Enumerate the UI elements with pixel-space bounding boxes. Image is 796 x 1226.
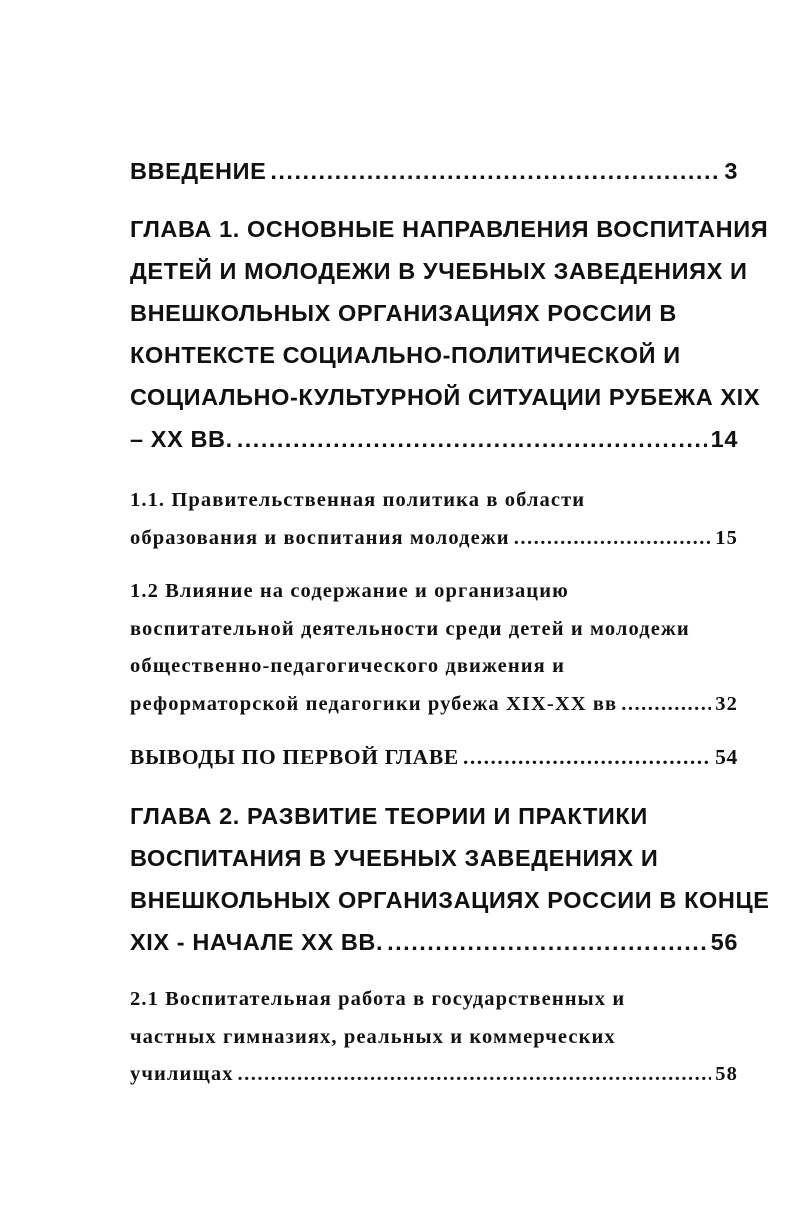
toc-page-number: 3	[724, 158, 738, 184]
toc-entry-line: ВНЕШКОЛЬНЫХ ОРГАНИЗАЦИЯХ РОССИИ В	[130, 300, 677, 326]
toc-entry-last-line	[130, 418, 738, 460]
toc-entry-line: ДЕТЕЙ И МОЛОДЕЖИ В УЧЕБНЫХ ЗАВЕДЕНИЯХ И	[130, 258, 748, 284]
toc-entry-line: общественно-педагогического движения и	[130, 655, 565, 677]
toc-entry-line: ГЛАВА 2. РАЗВИТИЕ ТЕОРИИ И ПРАКТИКИ	[130, 803, 648, 829]
toc-entry-line: ВНЕШКОЛЬНЫХ ОРГАНИЗАЦИЯХ РОССИИ В КОНЦЕ	[130, 887, 770, 913]
toc-entry-title: ВЫВОДЫ ПО ПЕРВОЙ ГЛАВЕ	[130, 745, 459, 769]
toc-page-number: 32	[715, 692, 738, 715]
toc-entry-last-line	[130, 520, 738, 558]
toc-entry-title: ВВЕДЕНИЕ	[130, 158, 267, 184]
toc-entry-title: – XX ВВ.	[130, 426, 233, 452]
toc-entry-introduction	[130, 150, 738, 192]
toc-entry-conclusions	[130, 737, 738, 777]
dot-leader	[514, 520, 712, 558]
toc-entry-title: реформаторской педагогики рубежа XIX-XX вв	[130, 692, 618, 715]
toc-entry-line: воспитательной деятельности среди детей и молодежи	[130, 617, 690, 640]
toc-page-number: 54	[715, 745, 738, 769]
dot-leader	[387, 921, 707, 963]
toc-entry-section-1-2	[130, 573, 738, 723]
toc-entry-title: XIX - НАЧАЛЕ XX ВВ.	[130, 929, 384, 955]
toc-page-number: 58	[715, 1063, 738, 1085]
toc-page-number: 14	[710, 426, 738, 452]
toc-entry-chapter-1	[130, 208, 769, 460]
toc-page-number: 15	[715, 526, 738, 549]
toc-entry-line: 2.1 Воспитательная работа в государственных и	[130, 988, 626, 1010]
toc-entry-section-2-1	[130, 981, 738, 1094]
toc-entry-line: СОЦИАЛЬНО-КУЛЬТУРНОЙ СИТУАЦИИ РУБЕЖА XIX	[130, 384, 761, 410]
toc-entry-section-1-1	[130, 482, 738, 557]
toc-entry-line: 1.1. Правительственная политика в области	[130, 489, 586, 511]
toc-entry-line: КОНТЕКСТЕ СОЦИАЛЬНО-ПОЛИТИЧЕСКОЙ И	[130, 342, 681, 368]
table-of-contents	[130, 150, 770, 1094]
toc-entry-last-line	[130, 686, 738, 724]
toc-entry-last-line	[130, 150, 738, 192]
toc-entry-line: ГЛАВА 1. ОСНОВНЫЕ НАПРАВЛЕНИЯ ВОСПИТАНИЯ	[130, 216, 769, 242]
toc-entry-line: частных гимназиях, реальных и коммерческих	[130, 1025, 616, 1048]
toc-entry-title: училищах	[130, 1063, 234, 1085]
toc-entry-line: ВОСПИТАНИЯ В УЧЕБНЫХ ЗАВЕДЕНИЯХ И	[130, 845, 659, 871]
dot-leader	[463, 737, 711, 777]
toc-entry-title: образования и воспитания молодежи	[130, 526, 510, 549]
dot-leader	[237, 418, 707, 460]
toc-entry-line: 1.2 Влияние на содержание и организацию	[130, 580, 569, 602]
toc-page-number: 56	[710, 929, 738, 955]
toc-entry-last-line	[130, 921, 738, 963]
dot-leader	[238, 1056, 712, 1094]
toc-entry-chapter-2	[130, 795, 770, 963]
toc-entry-last-line	[130, 1056, 738, 1094]
dot-leader	[270, 150, 720, 192]
toc-entry-last-line	[130, 737, 738, 777]
dot-leader	[621, 686, 711, 724]
